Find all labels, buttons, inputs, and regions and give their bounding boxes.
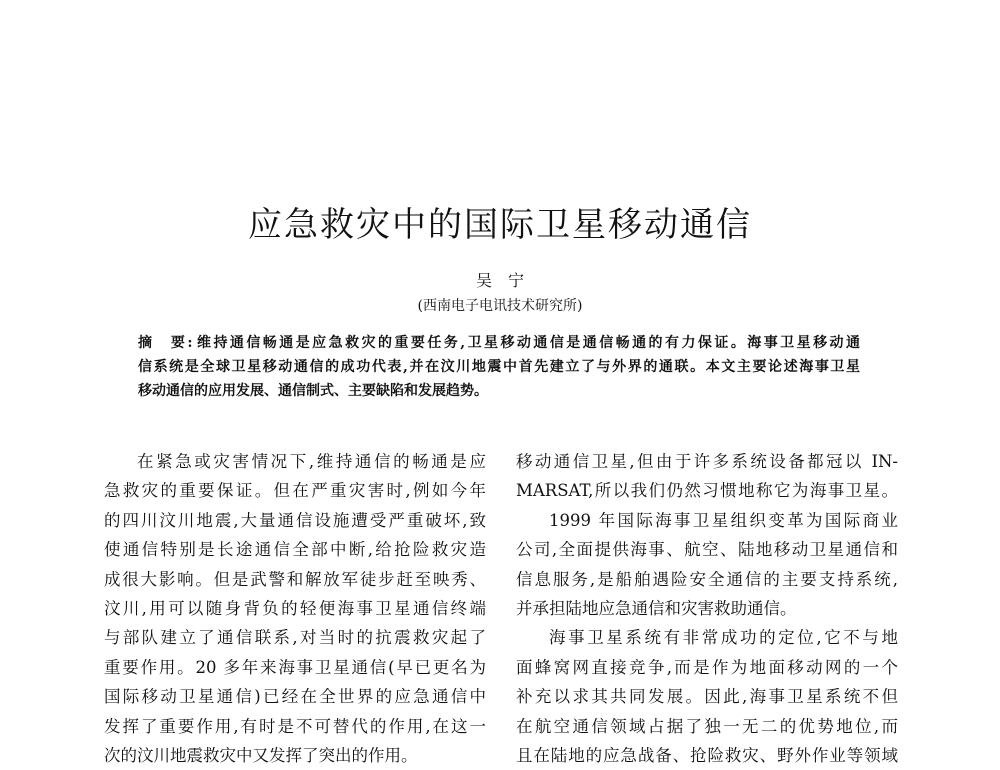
abstract	[138, 331, 860, 403]
body-line: 发挥了重要作用,有时是不可替代的作用,在这一	[104, 716, 486, 736]
body-line: 海事卫星系统有非常成功的定位,它不与地	[549, 628, 898, 648]
body-line: 在航空通信领域占据了独一无二的优势地位,而	[516, 716, 898, 736]
body-line: 信息服务,是船舶遇险安全通信的主要支持系统,	[516, 569, 898, 589]
body-line: 面蜂窝网直接竞争,而是作为地面移动网的一个	[516, 657, 898, 677]
body-line: 与部队建立了通信联系,对当时的抗震救灾起了	[104, 628, 486, 648]
body-line: 汶川,用可以随身背负的轻便海事卫星通信终端	[104, 599, 486, 619]
body-line: 重要作用。20 多年来海事卫星通信(早已更名为	[104, 657, 486, 677]
body-line: 且在陆地的应急战备、抢险救灾、野外作业等领域	[516, 746, 898, 766]
body-line: 的四川汶川地震,大量通信设施遭受严重破坏,致	[104, 510, 486, 530]
body-line: 急救灾的重要保证。但在严重灾害时,例如今年	[104, 481, 486, 501]
body-column-right	[516, 447, 898, 770]
body-line: 移动通信卫星,但由于许多系统设备都冠以 IN-	[516, 452, 898, 471]
body-line: 在紧急或灾害情况下,维持通信的畅通是应	[137, 452, 486, 471]
body-line: 并承担陆地应急通信和灾害救助通信。	[516, 599, 797, 619]
abstract-label: 摘 要:	[138, 335, 193, 351]
body-line: 1999 年国际海事卫星组织变革为国际商业	[549, 510, 898, 530]
body-line: 补充以求其共同发展。因此,海事卫星系统不但	[516, 687, 898, 707]
paper-title: 应急救灾中的国际卫星移动通信	[248, 205, 752, 245]
body-line: 国际移动卫星通信)已经在全世界的应急通信中	[104, 687, 486, 707]
abstract-line: 摘 要: 维持通信畅通是应急救灾的重要任务,卫星移动通信是通信畅通的有力保证。海事卫星移动通	[138, 335, 860, 351]
body-column-left	[104, 447, 486, 770]
author-name: 吴 宁	[475, 271, 524, 290]
abstract-line: 移动通信的应用发展、通信制式、主要缺陷和发展趋势。	[138, 383, 488, 399]
abstract-line: 信系统是全球卫星移动通信的成功代表,并在汶川地震中首先建立了与外界的通联。本文主要论述海事卫星	[138, 359, 860, 375]
body-line: MARSAT,所以我们仍然习惯地称它为海事卫星。	[516, 481, 898, 501]
body-line: 公司,全面提供海事、航空、陆地移动卫星通信和	[516, 540, 898, 560]
body-line: 使通信特别是长途通信全部中断,给抢险救灾造	[104, 540, 486, 560]
author-affiliation: (西南电子电讯技术研究所)	[417, 298, 583, 314]
body-line: 成很大影响。但是武警和解放军徒步赶至映秀、	[104, 569, 486, 589]
body-line: 次的汶川地震救灾中又发挥了突出的作用。	[104, 746, 418, 766]
